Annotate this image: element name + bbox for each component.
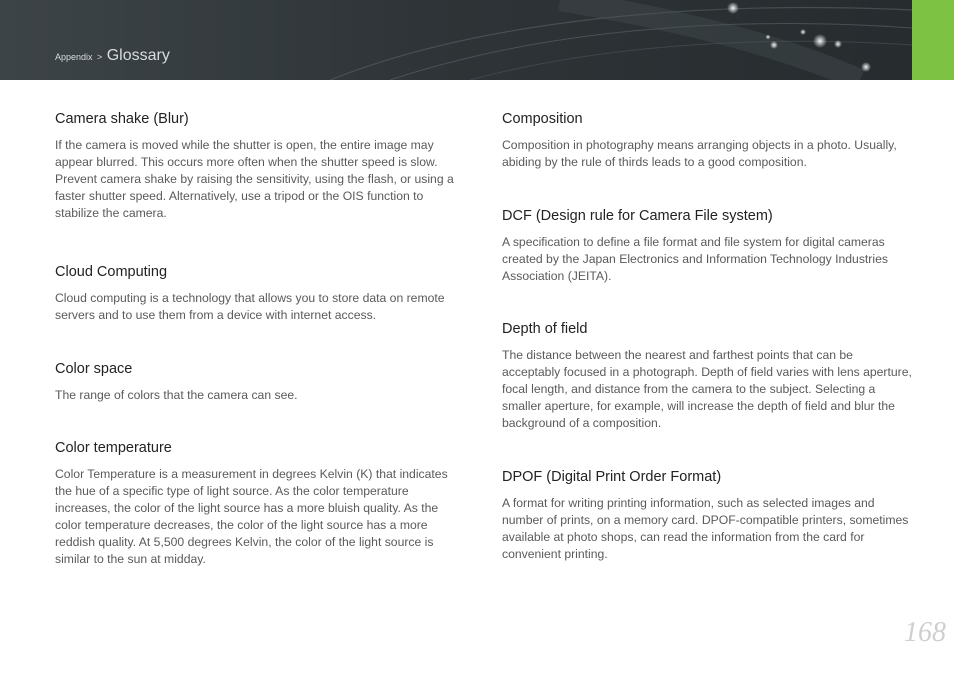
entry-title: DPOF (Digital Print Order Format) [502,469,722,485]
glossary-entry [502,320,912,468]
right-column [502,110,912,563]
glossary-entry [55,110,465,263]
entry-body: Color Temperature is a measurement in degrees Kelvin (K) that indicates the hue of a specific type of light source. As the color temperature increases, the color of the light source has a more bluish quality. As the color temperature decreases, the color of the light source has a more reddish quality. At 5,500 degrees Kelvin, the color of the light source is similar to the sun at midday. [55,467,448,566]
entry-body: A specification to define a file format and file system for digital cameras created by the Japan Electronics and Information Technology Industries Association (JEITA). [502,235,888,283]
entry-body: If the camera is moved while the shutter is open, the entire image may appear blurred. This occurs more often when the shutter speed is slow. Prevent camera shake by raising the sensitivity, using the flash, or using a faster shutter speed. Alternatively, use a tripod or the OIS function to stabilize the camera. [55,138,454,220]
glossary-entry [502,110,912,207]
entry-title: Depth of field [502,321,588,337]
breadcrumb-current: Glossary [106,47,170,64]
entry-title: Color space [55,361,133,377]
entry-title: Color temperature [55,440,172,456]
entry-body: The distance between the nearest and farthest points that can be acceptably focused in a photograph. Depth of field varies with lens aperture, focal length, and distance from the camera to the subject. Selecting a smaller aperture, for example, will increase the depth of field and blur the background of a composition. [502,348,912,430]
header-decoration [0,0,954,80]
glossary-entry [55,360,465,439]
entry-body: Composition in photography means arranging objects in a photo. Usually, abiding by the rule of thirds leads to a good composition. [502,138,897,169]
left-column [55,110,465,568]
glossary-entry [55,439,465,568]
glossary-entry [502,207,912,320]
entry-title: DCF (Design rule for Camera File system) [502,208,773,224]
page-number: 168 [904,617,946,648]
entry-title: Camera shake (Blur) [55,111,189,127]
breadcrumb-separator: > [96,52,103,62]
entry-body: A format for writing printing information, such as selected images and number of prints, on a memory card. DPOF-compatible printers, sometimes available at photo shops, can read the information from the card for convenient printing. [502,496,909,561]
glossary-entry [55,263,465,360]
entry-title: Cloud Computing [55,264,168,280]
section-tab [912,0,954,80]
breadcrumb [55,47,170,65]
breadcrumb-parent[interactable]: Appendix [55,52,93,62]
entry-title: Composition [502,111,583,127]
glossary-entry [502,468,912,563]
page-header [0,0,954,80]
entry-body: Cloud computing is a technology that allows you to store data on remote servers and to use them from a device with internet access. [55,291,445,322]
entry-body: The range of colors that the camera can see. [55,388,298,402]
